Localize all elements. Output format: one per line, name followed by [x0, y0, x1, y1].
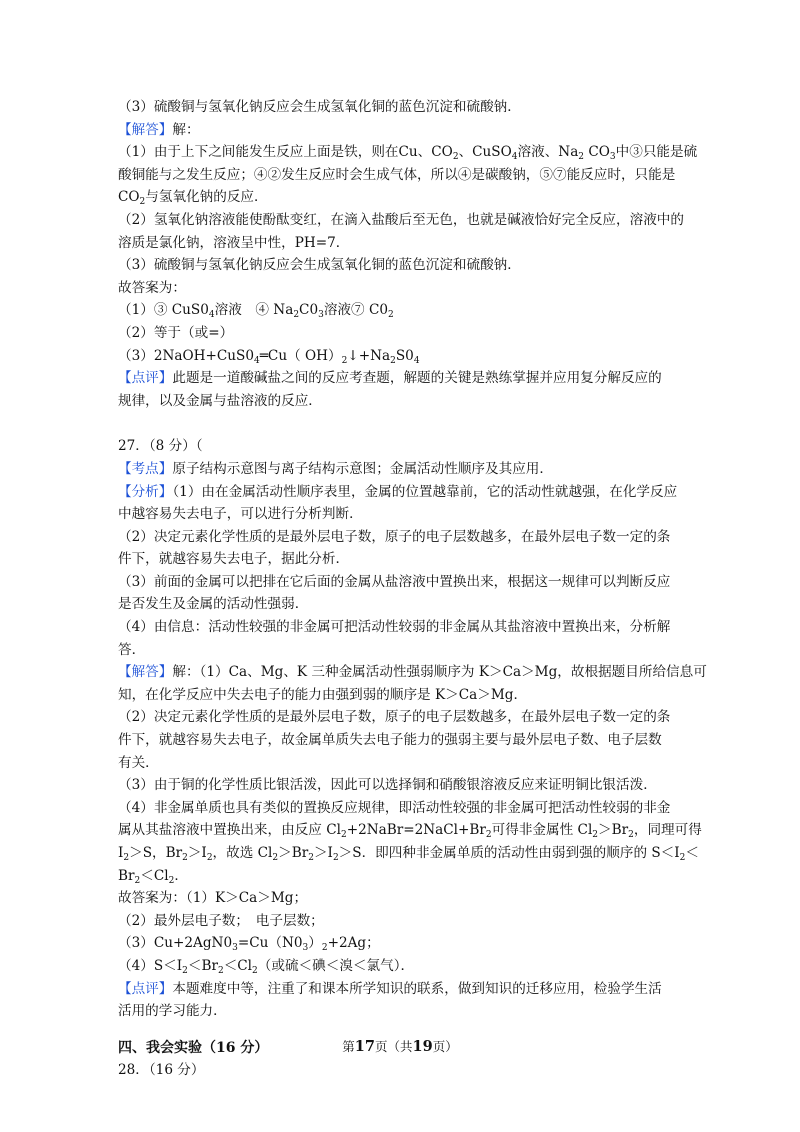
answer-line: （1）③ $CuS0_4$溶液 ④ $Na_2C0_3$溶液⑦ $C0_2$ [118, 302, 394, 321]
answer-line: $CO_2$与氢氧化钠的反应． [118, 189, 268, 208]
answer-line: 酸铜能与之发生反应；④②发生反应时会生成气体，所以④是碳酸钠，⑤⑦能反应时，只能是 [118, 166, 676, 183]
answer-line: 答． [118, 641, 146, 658]
section-heading: 四、我会实验（16 分） [118, 1039, 269, 1056]
page-footer: 第17页（共19页） [342, 1038, 458, 1055]
document-page [118, 96, 707, 1082]
answer-line: 【点评】本题难度中等，注重了和课本所学知识的联系，做到知识的迁移应用，检验学生活 [118, 980, 662, 997]
answer-line: 属从其盐溶液中置换出来，由反应 $Cl_2+2NaBr=2NaCl+Br_2$可得非金属性 $Cl_2>Br_2$，同理可得 [118, 822, 702, 841]
answer-line: 故答案为： [118, 279, 186, 296]
answer-line: （4）由信息：活动性较强的非金属可把活动性较弱的非金属从其盐溶液中置换出来，分析解 [118, 619, 671, 636]
answer-line: 件下，就越容易失去电子，据此分析． [118, 551, 350, 568]
answer-line: 故答案为：（1）K＞Ca＞Mg； [118, 890, 308, 907]
jieda-tag: 【解答】 [118, 121, 173, 138]
answer-line: （3）由于铜的化学性质比银活泼，因此可以选择铜和硝酸银溶液反应来证明铜比银活泼． [118, 777, 657, 794]
answer-line: （2）最外层电子数； 电子层数； [118, 912, 324, 929]
answer-line: （2）等于（或=） [118, 324, 234, 341]
page-number: 17 [354, 1038, 375, 1055]
answer-line: 是否发生及金属的活动性强弱． [118, 596, 309, 613]
answer-line: 活用的学习能力． [118, 1003, 227, 1020]
answer-line: （2）决定元素化学性质的是最外层电子数，原子的电子层数越多，在最外层电子数一定的条 [118, 528, 671, 545]
answer-line: 【点评】此题是一道酸碱盐之间的反应考查题，解题的关键是熟练掌握并应用复分解反应的 [118, 370, 662, 387]
answer-line: （3）硫酸铜与氢氧化钠反应会生成氢氧化铜的蓝色沉淀和硫酸钠． [118, 257, 521, 274]
answer-line: （3）前面的金属可以把排在它后面的金属从盐溶液中置换出来，根据这一规律可以判断反应 [118, 573, 671, 590]
answer-line: （4）非金属单质也具有类似的置换反应规律，即活动性较强的非金属可把活动性较弱的非金 [118, 799, 671, 816]
answer-line: 【考点】原子结构示意图与离子结构示意图；金属活动性顺序及其应用． [118, 460, 553, 477]
answer-line: （2）氢氧化钠溶液能使酚酞变红，在滴入盐酸后至无色，也就是碱液恰好完全反应，溶液中的 [118, 211, 684, 228]
answer-line: $Br_2<Cl_2$． [118, 867, 188, 886]
question-title: 27．（8 分）（ [118, 438, 203, 455]
answer-line: $(3)2NaOH+CuS0_4═Cu$（ $OH)_2↓+Na_2S0_4$ [118, 347, 420, 366]
answer-line: （1）由于上下之间能发生反应上面是铁，则在Cu、$CO_2$、CuSO$_4$溶液、$Na_2$ $CO_3$中③只能是硫 [118, 144, 698, 163]
answer-line: 【分析】（1）由在金属活动性顺序表里，金属的位置越靠前，它的活动性就越强，在化学反应 [118, 483, 678, 500]
total-pages: 19 [412, 1038, 433, 1055]
answer-line: 溶质是氯化钠，溶液呈中性，PH=7． [118, 234, 350, 251]
question-title: 28．（16 分） [118, 1062, 205, 1079]
jieda-tag: 【解答】 [118, 664, 173, 681]
answer-line: 知，在化学反应中失去电子的能力由强到弱的顺序是 K＞Ca＞Mg． [118, 686, 528, 703]
answer-line: 中越容易失去电子，可以进行分析判断． [118, 506, 363, 523]
answer-line: 件下，就越容易失去电子，故金属单质失去电子能力的强弱主要与最外层电子数、电子层数 [118, 732, 662, 749]
answer-line: 有关． [118, 754, 159, 771]
answer-line: 【解答】解：（1）Ca、Mg、K 三种金属活动性强弱顺序为 K＞Ca＞Mg，故根据题目所给信息可 [118, 664, 707, 681]
answer-line: （2）决定元素化学性质的是最外层电子数，原子的电子层数越多，在最外层电子数一定的条 [118, 709, 671, 726]
answer-line: $(4)S<I_2<Br_2<Cl_2$（或硫＜碘＜溴＜氯气）． [118, 957, 415, 976]
answer-line: 规律，以及金属与盐溶液的反应． [118, 392, 322, 409]
dianping-tag: 【点评】 [118, 370, 173, 387]
kaodian-tag: 【考点】 [118, 460, 173, 477]
answer-line: $I_2>S$，$Br_2>I_2$，故选 $Cl_2>Br_2>I_2>S$．即四种非金属单质的活动性由弱到强的顺序的 $S<I_2<$ [118, 845, 699, 863]
dianping-tag: 【点评】 [118, 980, 173, 997]
answer-line: （3）硫酸铜与氢氧化钠反应会生成氢氧化铜的蓝色沉淀和硫酸钠． [118, 99, 521, 115]
fenxi-tag: 【分析】 [118, 483, 173, 500]
answer-line: 【解答】解： [118, 121, 200, 138]
answer-line: $(3)Cu+2AgN0_3=Cu(N0_3)_2+2Ag$； [118, 935, 380, 954]
